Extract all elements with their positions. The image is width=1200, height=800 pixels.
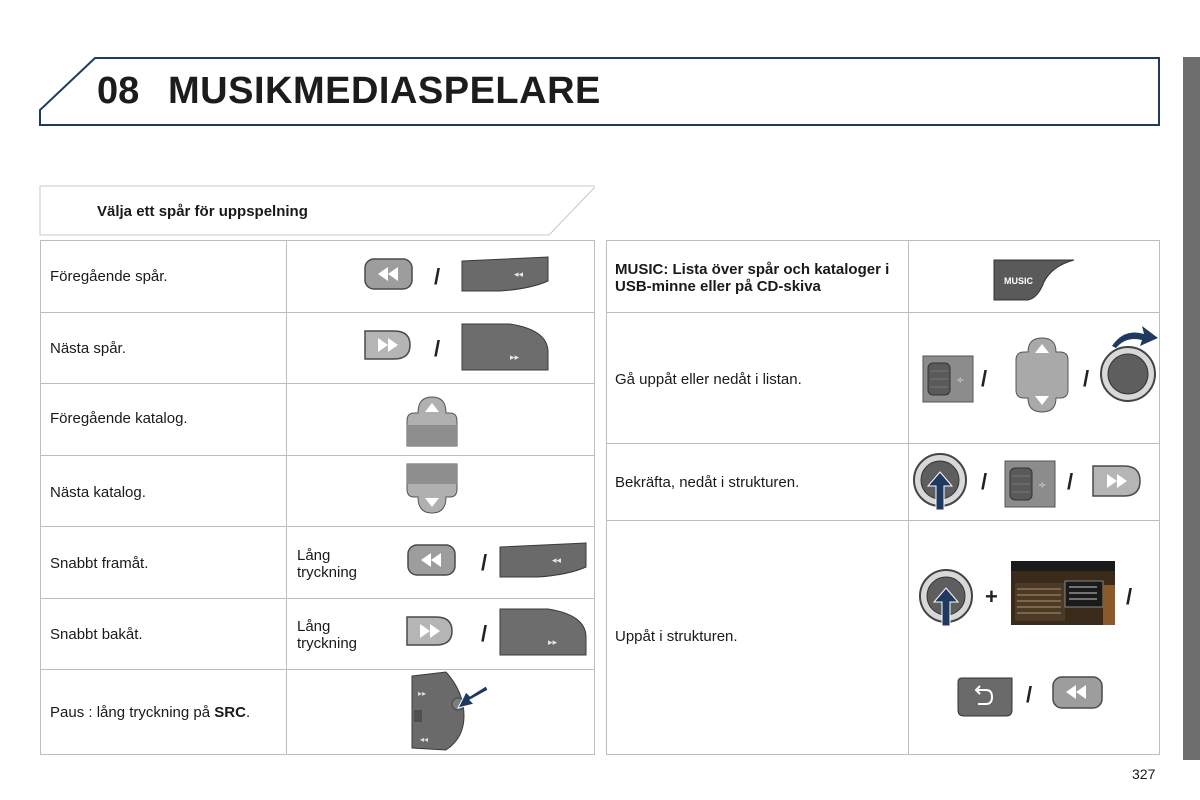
rotary-knob-press-icon: [918, 566, 976, 628]
separator-slash: /: [981, 366, 988, 391]
up-down-button-icon: [1014, 336, 1070, 414]
separator-slash: /: [1083, 366, 1090, 391]
separator-slash: /: [981, 469, 988, 494]
row-label-next-track: Nästa spår.: [50, 340, 126, 357]
page-number: 327: [1132, 766, 1156, 782]
row-label-pause: Paus : lång tryckning på SRC.: [50, 704, 251, 721]
row-label-previous-folder: Föregående katalog.: [50, 410, 188, 427]
rewind-button-icon: [407, 544, 457, 576]
row-label-fast-rewind: Snabbt bakåt.: [50, 626, 143, 643]
row-label-previous-track: Föregående spår.: [50, 268, 168, 285]
forward-button-icon: [364, 329, 412, 361]
long-press-note: Lång tryckning: [297, 618, 358, 652]
row-label-up-structure: Uppåt i strukturen.: [615, 628, 738, 645]
svg-text:◂◂: ◂◂: [514, 270, 524, 280]
svg-text:÷: ÷: [956, 375, 965, 386]
steering-wheel-forward-icon: [460, 322, 550, 372]
chapter-number: 08: [97, 70, 140, 112]
arrow-down-button-icon: [406, 463, 458, 515]
separator-slash: /: [1126, 584, 1133, 609]
steering-control-src-icon: [408, 672, 488, 752]
separator-slash: /: [481, 621, 488, 646]
steering-wheel-rewind-icon: [460, 257, 550, 293]
music-button-label: MUSIC: [1004, 276, 1033, 286]
svg-text:÷: ÷: [1038, 480, 1047, 491]
separator-slash: /: [481, 550, 488, 575]
row-label-music-list: MUSIC: Lista över spår och kataloger i USB-minne eller på CD-skiva: [615, 261, 890, 295]
rotary-knob-press-icon: [912, 450, 970, 512]
scroll-wheel-icon: [922, 355, 974, 403]
svg-text:◂◂: ◂◂: [552, 556, 562, 566]
row-label-next-folder: Nästa katalog.: [50, 484, 146, 501]
separator-slash: /: [434, 336, 441, 361]
row-label-fast-forward: Snabbt framåt.: [50, 555, 149, 572]
separator-plus: +: [985, 584, 998, 609]
svg-text:▸▸: ▸▸: [418, 689, 427, 698]
steering-wheel-rewind-icon: [498, 543, 588, 579]
rewind-button-icon: [364, 258, 414, 290]
scroll-wheel-icon: [1004, 460, 1056, 508]
forward-button-icon: [1092, 464, 1142, 498]
separator-slash: /: [434, 264, 441, 289]
section-title: Välja ett spår för uppspelning: [97, 203, 308, 220]
separator-slash: /: [1026, 682, 1033, 707]
long-press-note: Lång tryckning: [297, 547, 358, 581]
forward-button-icon: [406, 615, 454, 647]
arrow-up-button-icon: [406, 395, 458, 447]
steering-wheel-forward-icon: [498, 607, 588, 657]
page-title: MUSIKMEDIASPELARE: [168, 70, 601, 112]
row-label-navigate-list: Gå uppåt eller nedåt i listan.: [615, 371, 802, 388]
svg-text:▸▸: ▸▸: [548, 638, 558, 648]
svg-text:▸▸: ▸▸: [510, 353, 520, 363]
back-button-icon: [956, 676, 1014, 718]
svg-text:◂◂: ◂◂: [420, 735, 429, 744]
rotary-knob-rotate-icon: [1098, 322, 1160, 402]
row-label-confirm: Bekräfta, nedåt i strukturen.: [615, 474, 800, 491]
screen-list-menu-icon: [1011, 561, 1115, 625]
separator-slash: /: [1067, 469, 1074, 494]
rewind-button-icon: [1052, 676, 1104, 710]
